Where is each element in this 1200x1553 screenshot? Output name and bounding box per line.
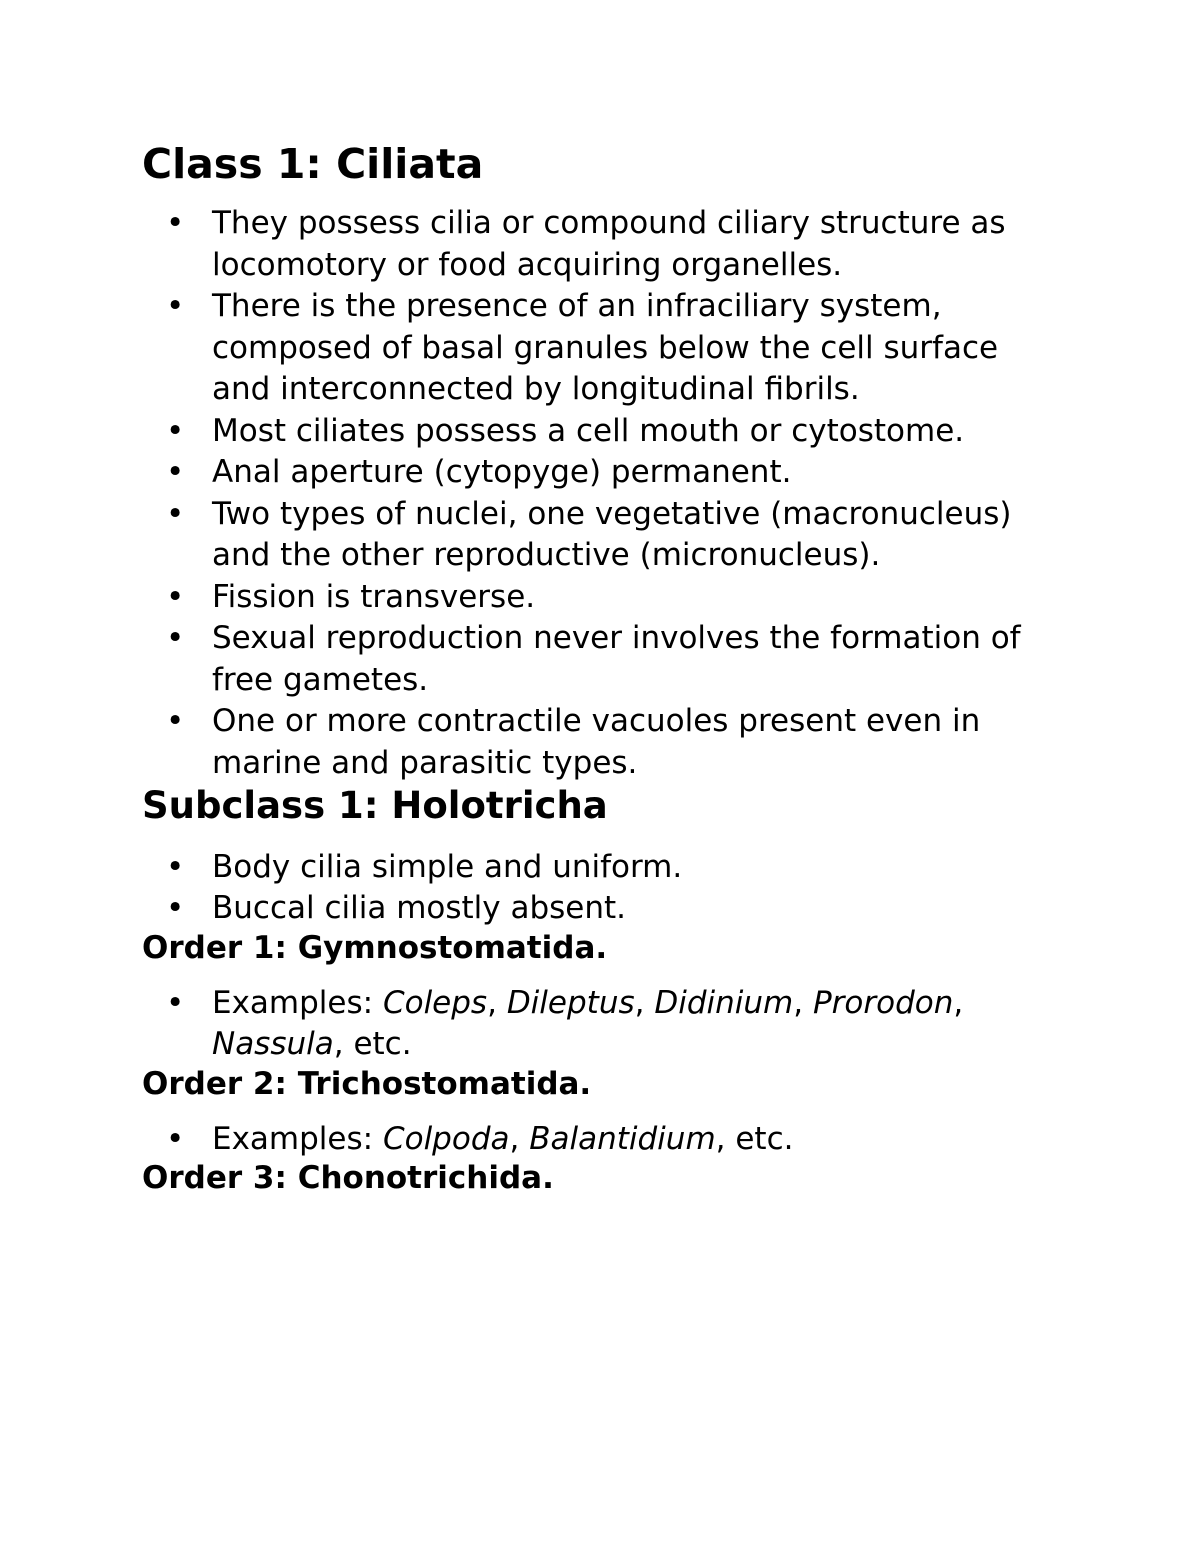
order-1-examples-list — [142, 983, 1062, 1066]
list-item: • Fission is transverse. — [142, 577, 1062, 619]
separator: , — [953, 984, 964, 1021]
examples-label: Examples: — [212, 1120, 383, 1157]
list-item — [142, 983, 1062, 1066]
separator: , — [509, 1120, 530, 1157]
genus-name: Didinium — [654, 984, 794, 1021]
separator: , — [487, 984, 507, 1021]
list-item: • Buccal cilia mostly absent. — [142, 888, 1062, 930]
order-1-heading: Order 1: Gymnostomatida. — [142, 929, 608, 966]
subclass-heading: Subclass 1: Holotricha — [142, 784, 608, 828]
list-item: • They possess cilia or compound ciliary structure as locomotory or food acquiring organelles. — [142, 203, 1062, 286]
list-item — [142, 1119, 1062, 1161]
genus-name: Nassula — [212, 1026, 334, 1063]
separator: , — [793, 984, 813, 1021]
genus-name: Dileptus — [506, 984, 635, 1021]
list-item: • Sexual reproduction never involves the formation of free gametes. — [142, 618, 1062, 701]
order-2-examples-list — [142, 1119, 1062, 1161]
examples-suffix: , etc. — [333, 1026, 412, 1063]
list-item: • There is the presence of an infraciliary system, composed of basal granules below the cell surface and interconnected by longitudinal fibrils. — [142, 286, 1062, 411]
examples-label: Examples: — [212, 984, 383, 1021]
separator: , — [634, 984, 655, 1021]
genus-name: Prorodon — [812, 984, 954, 1021]
list-item: • Most ciliates possess a cell mouth or cytostome. — [142, 411, 1062, 453]
subclass-characteristics-list — [142, 847, 1062, 930]
list-item: • Anal aperture (cytopyge) permanent. — [142, 452, 1062, 494]
examples-suffix: , etc. — [715, 1120, 794, 1157]
class-characteristics-list — [142, 203, 1062, 784]
order-2-heading: Order 2: Trichostomatida. — [142, 1065, 592, 1102]
genus-name: Coleps — [382, 984, 488, 1021]
list-item: • Two types of nuclei, one vegetative (macronucleus) and the other reproductive (micronucleus). — [142, 494, 1062, 577]
order-3-heading: Order 3: Chonotrichida. — [142, 1160, 554, 1197]
list-item: • One or more contractile vacuoles present even in marine and parasitic types. — [142, 701, 1062, 784]
genus-name: Balantidium — [529, 1120, 716, 1157]
class-heading: Class 1: Ciliata — [142, 140, 484, 188]
list-item: • Body cilia simple and uniform. — [142, 847, 1062, 889]
document-page — [142, 140, 1062, 1214]
genus-name: Colpoda — [382, 1120, 510, 1157]
